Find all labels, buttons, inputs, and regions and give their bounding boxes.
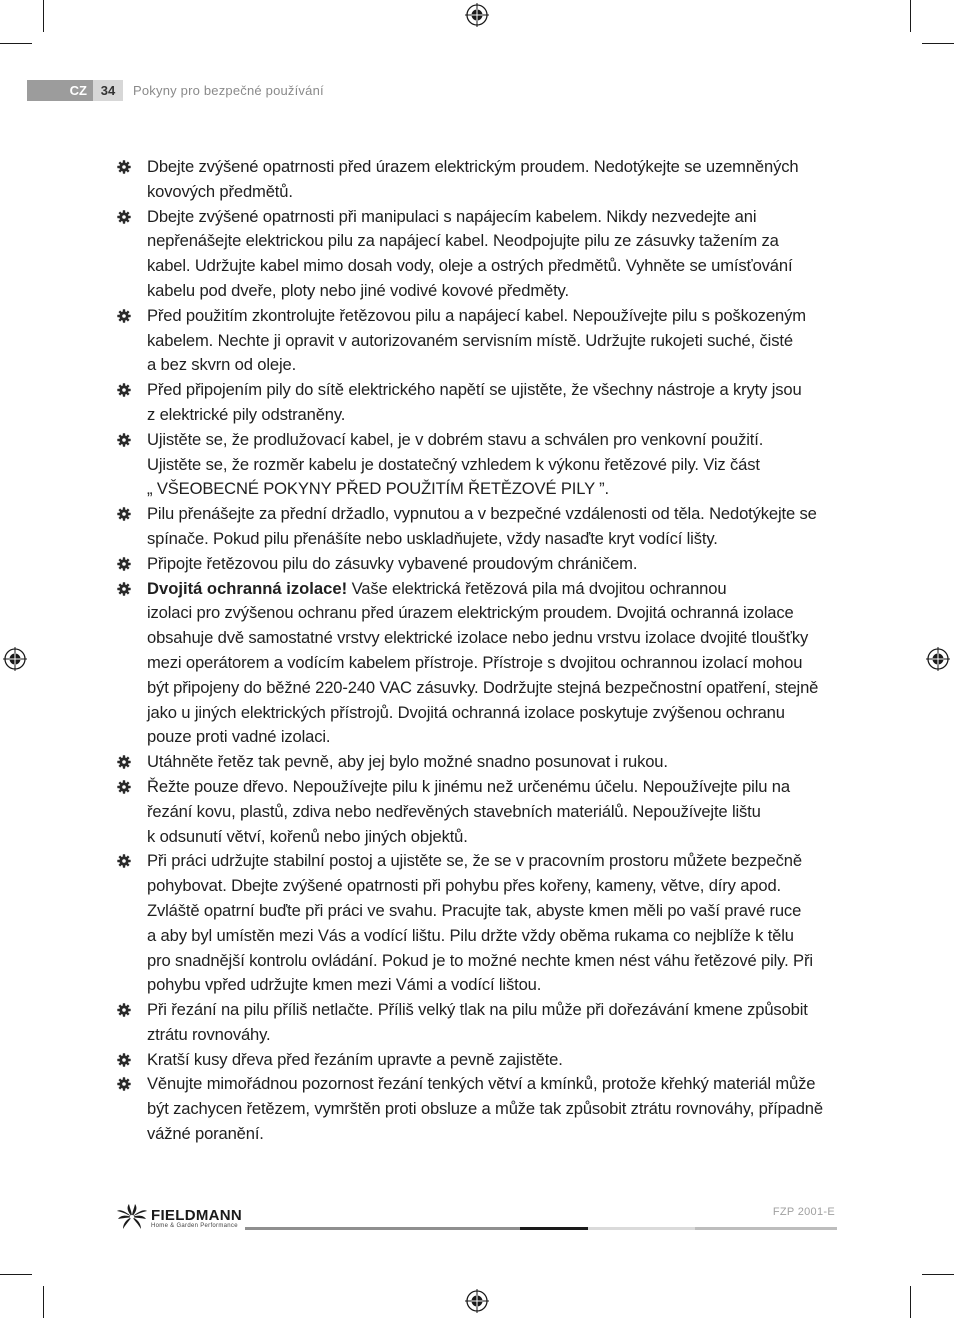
footer-bar xyxy=(588,1227,695,1230)
list-item xyxy=(117,1048,839,1073)
page-footer xyxy=(117,1203,837,1233)
item-text xyxy=(147,306,806,375)
gear-bullet-icon xyxy=(117,1003,131,1017)
gear-bullet-icon xyxy=(117,1053,131,1067)
brand-tagline: Home & Garden Performance xyxy=(151,1223,238,1229)
item-text xyxy=(147,777,790,846)
item-body: Věnujte mimořádnou pozornost řezání tenkých větví a kmínků, protože křehký materiál může být zachycen řetězem, vymrštěn proti obsluze a může tak způsobit ztrátu rovnováhy, případně vážné poranění. xyxy=(147,1074,823,1144)
item-text xyxy=(147,752,668,771)
item-text xyxy=(147,579,818,747)
crop-mark xyxy=(922,1274,954,1275)
registration-mark-icon xyxy=(3,647,27,671)
list-item xyxy=(117,155,839,205)
list-item xyxy=(117,750,839,775)
gear-bullet-icon xyxy=(117,433,131,447)
list-item xyxy=(117,552,839,577)
registration-mark-icon xyxy=(465,3,489,27)
item-text xyxy=(147,1074,823,1143)
item-text xyxy=(147,207,792,300)
item-body: Pilu přenášejte za přední držadlo, vypnutou a v bezpečné vzdálenosti od těla. Nedotýkejte se spínače. Pokud pilu přenášíte nebo uskladňujete, vždy nasaďte kryt vodící lišty. xyxy=(147,504,817,548)
item-body: Před použitím zkontrolujte řetězovou pilu a napájecí kabel. Nepoužívejte pilu s poškozeným kabelem. Nechte ji opravit v autorizovaném servisním místě. Udržujte rukojeti suché, čisté a bez skvrn od oleje. xyxy=(147,305,806,375)
item-bold-lead: Dvojitá ochranná izolace! xyxy=(147,578,348,598)
section-title: Pokyny pro bezpečné používání xyxy=(133,83,324,98)
list-item xyxy=(117,775,839,849)
crop-mark xyxy=(0,1274,32,1275)
list-item xyxy=(117,577,839,751)
item-body: Při práci udržujte stabilní postoj a ujistěte se, že se v pracovním prostoru můžete bezpečně pohybovat. Dbejte zvýšené opatrnosti při pohybu přes kořeny, kameny, větve, díry apod. Zvláště opatrní buďte při práci ve svahu. Pracujte tak, abyste kmen měli po vaší pravé ruce a aby byl umístěn mezi Vás a vodící lištu. Pilu držte vždy oběma rukama co nejblíže k tělu pro snadnější kontrolu ovládání. Pokud je to možné nechte kmen nést váhu řetězové pily. Při pohybu vpřed udržujte kmen mezi Vámi a vodící lištou. xyxy=(147,851,813,995)
item-text xyxy=(147,380,802,424)
item-text xyxy=(147,1000,808,1044)
gear-bullet-icon xyxy=(117,1077,131,1091)
brand-name: FIELDMANN xyxy=(151,1207,243,1224)
gear-bullet-icon xyxy=(117,309,131,323)
gear-bullet-icon xyxy=(117,780,131,794)
item-body: Ujistěte se, že prodlužovací kabel, je v dobrém stavu a schválen pro venkovní použití. Ujistěte se, že rozměr kabelu je dostatečný vzhledem k výkonu řetězové pily. Viz část „ VŠEOBECNÉ POKYNY PŘED POUŽITÍM ŘETĚZOVÉ PILY ”. xyxy=(147,429,764,499)
item-body: Před připojením pily do sítě elektrického napětí se ujistěte, že všechny nástroje a kryty jsou z elektrické pily odstraněny. xyxy=(147,380,802,424)
crop-mark xyxy=(0,43,32,44)
gear-bullet-icon xyxy=(117,854,131,868)
item-body: Utáhněte řetěz tak pevně, aby jej bylo možné snadno posunovat i rukou. xyxy=(147,752,668,772)
footer-bar xyxy=(245,1227,520,1230)
item-text xyxy=(147,430,763,499)
list-item xyxy=(117,205,839,304)
list-item xyxy=(117,428,839,502)
gear-bullet-icon xyxy=(117,755,131,769)
brand-logo xyxy=(117,1203,247,1233)
item-text xyxy=(147,157,798,201)
item-body: Kratší kusy dřeva před řezáním upravte a pevně zajistěte. xyxy=(147,1049,563,1069)
safety-instructions xyxy=(117,155,839,1147)
bullet-list xyxy=(117,155,839,1147)
list-item xyxy=(117,1072,839,1146)
gear-bullet-icon xyxy=(117,507,131,521)
item-body: Při řezání na pilu příliš netlačte. Příliš velký tlak na pilu může při dořezávání kmene způsobit ztrátu rovnováhy. xyxy=(147,1000,808,1044)
fieldmann-logo-icon xyxy=(117,1203,147,1231)
gear-bullet-icon xyxy=(117,383,131,397)
list-item xyxy=(117,378,839,428)
footer-bar xyxy=(695,1227,837,1230)
crop-mark xyxy=(43,1286,44,1318)
gear-bullet-icon xyxy=(117,557,131,571)
registration-mark-icon xyxy=(465,1289,489,1313)
item-body: Připojte řetězovou pilu do zásuvky vybavené proudovým chráničem. xyxy=(147,553,638,573)
model-number: FZP 2001-E xyxy=(772,1206,835,1218)
item-text xyxy=(147,1050,563,1069)
item-body: Dbejte zvýšené opatrnosti před úrazem elektrickým proudem. Nedotýkejte se uzemněných kovových předmětů. xyxy=(147,157,799,201)
crop-mark xyxy=(922,43,954,44)
registration-mark-icon xyxy=(926,647,950,671)
page-header xyxy=(27,80,324,101)
gear-bullet-icon xyxy=(117,160,131,174)
language-badge: CZ xyxy=(27,80,93,101)
item-text xyxy=(147,554,637,573)
crop-mark xyxy=(910,1286,911,1318)
gear-bullet-icon xyxy=(117,210,131,224)
list-item xyxy=(117,304,839,378)
item-text xyxy=(147,504,817,548)
crop-mark xyxy=(43,0,44,32)
list-item xyxy=(117,502,839,552)
item-text xyxy=(147,851,813,994)
footer-bar xyxy=(520,1227,588,1230)
item-body: Dbejte zvýšené opatrnosti při manipulaci s napájecím kabelem. Nikdy nezvedejte ani nepřenášejte elektrickou pilu za napájecí kabel. Neodpojujte pilu ze zásuvky tažením za kabel. Udržujte kabel mimo dosah vody, oleje a ostrých předmětů. Vyhněte se umísťování kabelu pod dveře, ploty nebo jiné vodivé kovové předměty. xyxy=(147,206,793,300)
page-number: 34 xyxy=(93,80,123,101)
gear-bullet-icon xyxy=(117,582,131,596)
crop-mark xyxy=(910,0,911,32)
list-item xyxy=(117,998,839,1048)
item-body: Řežte pouze dřevo. Nepoužívejte pilu k jinému než určenému účelu. Nepoužívejte pilu na řezání kovu, plastů, zdiva nebo nedřevěných stavebních materiálů. Nepoužívejte lištu k odsunutí větví, kořenů nebo jiných objektů. xyxy=(147,776,790,846)
item-body: Vaše elektrická řetězová pila má dvojitou ochrannou izolaci pro zvýšenou ochranu před úrazem elektrickým proudem. Dvojitá ochranná izolace obsahuje dvě samostatné vrstvy elektrické izolace nebo jednu vrstvu izolace dvojité tloušťky mezi operátorem a vodícím kabelem přístroje. Přístroje s dvojitou ochrannou izolací mohou být připojeny do běžné 220-240 VAC zásuvky. Dodržujte stejná bezpečnostní opatření, stejně jako u jiných elektrických přístrojů. Dvojitá ochranná izolace poskytuje zvýšenou ochranu pouze proti vadné izolaci. xyxy=(147,578,819,747)
list-item xyxy=(117,849,839,998)
